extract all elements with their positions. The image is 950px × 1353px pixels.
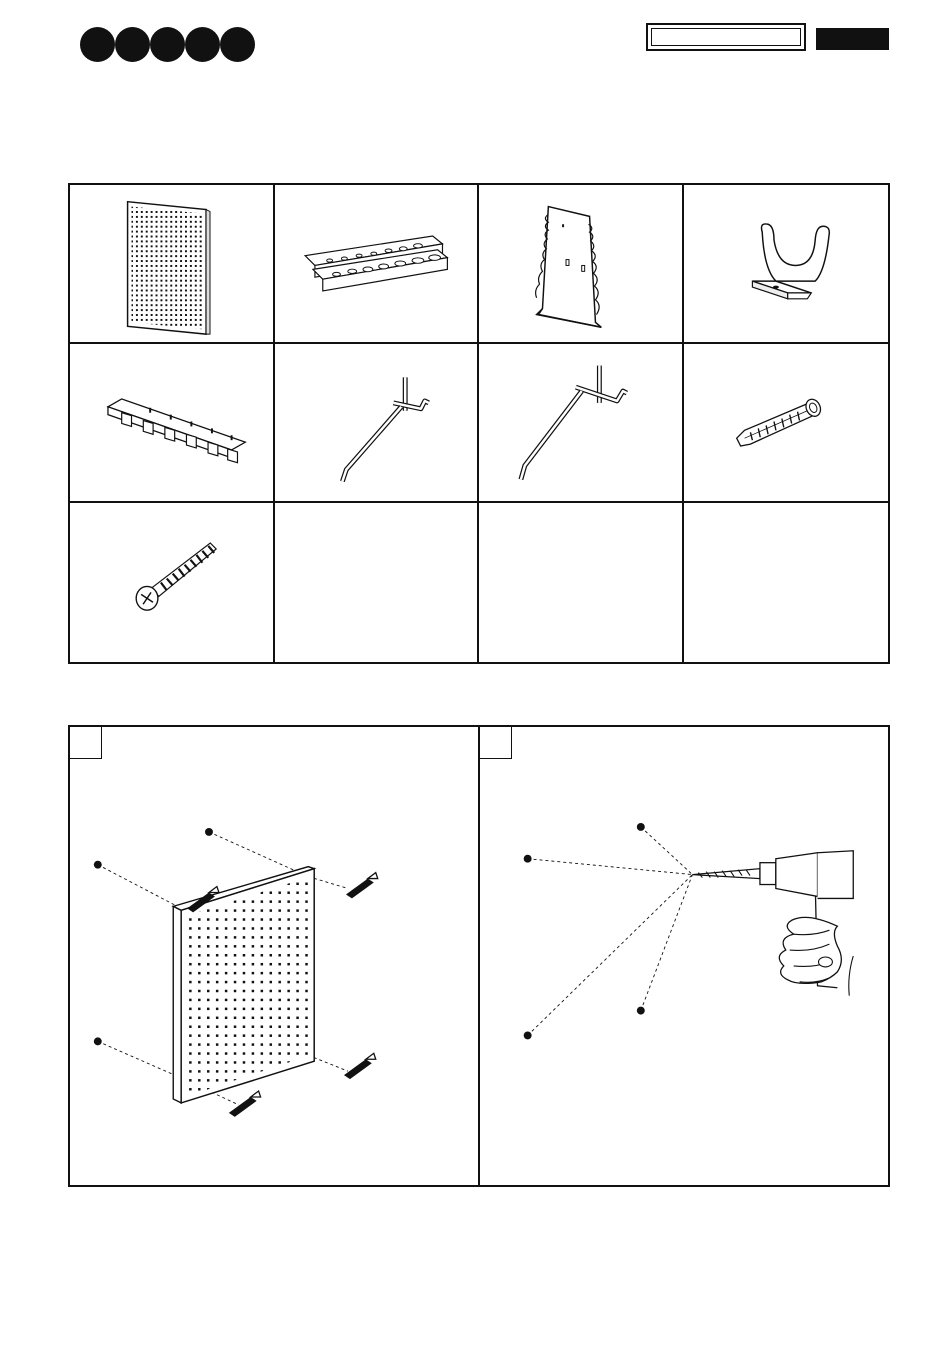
part-cell-wall-anchor xyxy=(684,344,889,503)
single-peg-hook-long-icon xyxy=(479,344,682,501)
page-tab xyxy=(816,28,889,50)
step-1-panel xyxy=(70,727,478,1185)
part-cell-peg-hook-long xyxy=(479,344,684,503)
part-cell-wrench-holder xyxy=(479,185,684,344)
logo-dot xyxy=(115,27,150,62)
part-cell-pegboard xyxy=(70,185,275,344)
screwdriver-rack-icon xyxy=(70,344,273,501)
screw-icon xyxy=(70,503,273,662)
pegboard-icon xyxy=(70,185,273,342)
part-cell-empty xyxy=(684,503,889,662)
part-cell-u-holder xyxy=(684,185,889,344)
part-cell-empty xyxy=(275,503,480,662)
drill-holes-illustration xyxy=(480,727,888,1185)
logo-dot xyxy=(185,27,220,62)
logo-dot xyxy=(220,27,255,62)
logo-dot xyxy=(80,27,115,62)
step-2-panel xyxy=(478,727,888,1185)
part-cell-peg-hook xyxy=(275,344,480,503)
logo-dot xyxy=(150,27,185,62)
part-cell-empty xyxy=(479,503,684,662)
u-hook-holder-icon xyxy=(684,185,889,342)
part-cell-screwdriver-rack xyxy=(70,344,275,503)
socket-holder-rail-icon xyxy=(275,185,478,342)
wall-anchor-icon xyxy=(684,344,889,501)
model-number-box xyxy=(646,23,806,51)
wrench-holder-icon xyxy=(479,185,682,342)
parts-list xyxy=(68,183,890,664)
part-cell-socket-holder xyxy=(275,185,480,344)
part-cell-screw xyxy=(70,503,275,662)
assembly-steps xyxy=(68,725,890,1187)
single-peg-hook-icon xyxy=(275,344,478,501)
mark-wall-illustration xyxy=(70,727,478,1185)
